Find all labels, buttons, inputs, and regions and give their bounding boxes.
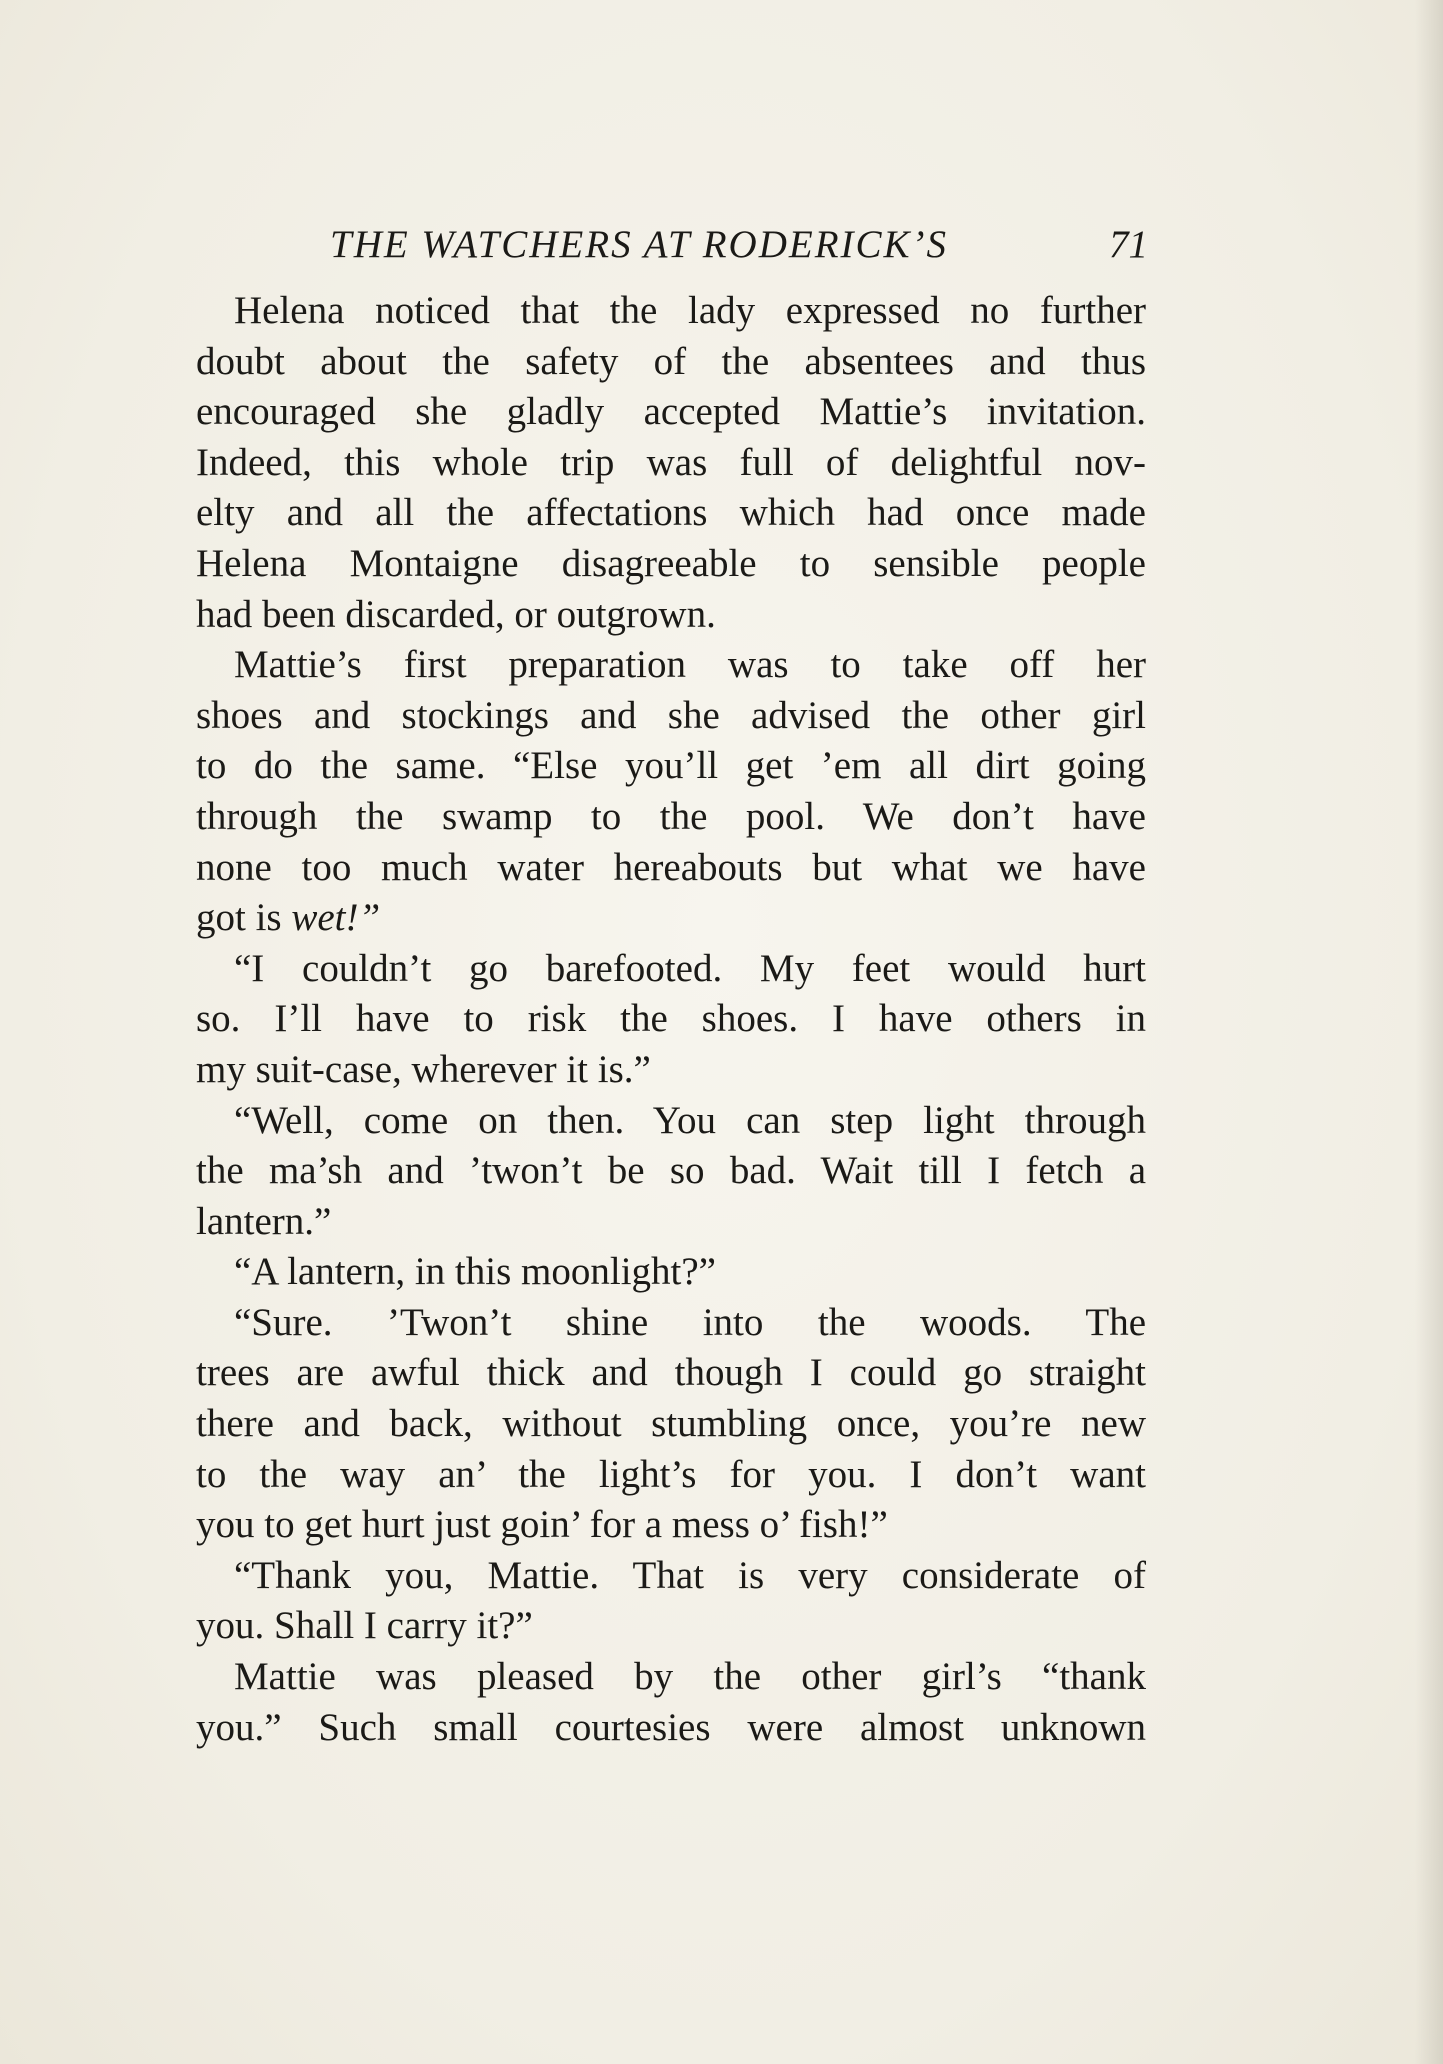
text-line: Helena Montaigne disagreeable to sensible people — [196, 541, 1146, 585]
text-line: to the way an’ the light’s for you. I don’t want — [196, 1452, 1146, 1496]
page-number: 71 — [1109, 223, 1148, 266]
text-line: so. I’ll have to risk the shoes. I have others in — [196, 997, 1146, 1041]
text-line: you.” Such small courtesies were almost unknown — [196, 1705, 1146, 1749]
text-line: Mattie was pleased by the other girl’s “thank — [234, 1655, 1146, 1699]
running-head — [200, 222, 1148, 282]
text-line: “I couldn’t go barefooted. My feet would hurt — [234, 946, 1146, 990]
text-line: “Thank you, Mattie. That is very considerate of — [234, 1553, 1146, 1597]
italic-emphasis: wet!” — [291, 896, 381, 940]
running-title: THE WATCHERS AT RODERICK’S — [330, 223, 949, 266]
text-line-start: got is — [196, 896, 292, 940]
text-line: through the swamp to the pool. We don’t have — [196, 794, 1146, 838]
text-line: Mattie’s first preparation was to take off her — [234, 643, 1146, 687]
text-line: lantern.” — [196, 1199, 332, 1243]
body-text — [196, 286, 1146, 1753]
text-line: Helena noticed that the lady expressed no further — [234, 289, 1146, 332]
text-line: none too much water hereabouts but what we have — [196, 845, 1146, 889]
text-line: the ma’sh and ’twon’t be so bad. Wait till I fetch a — [196, 1149, 1146, 1193]
text-line: you. Shall I carry it?” — [196, 1604, 533, 1648]
page-edge-shadow — [1415, 0, 1443, 2064]
text-line: Indeed, this whole trip was full of delightful nov- — [196, 440, 1146, 484]
text-line: shoes and stockings and she advised the other girl — [196, 693, 1146, 737]
text-line: trees are awful thick and though I could go straight — [196, 1351, 1146, 1395]
text-line: doubt about the safety of the absentees and thus — [196, 339, 1146, 383]
text-line: had been discarded, or outgrown. — [196, 592, 716, 636]
text-line: elty and all the affectations which had once made — [196, 491, 1146, 535]
text-line: “Sure. ’Twon’t shine into the woods. The — [234, 1300, 1146, 1344]
text-line — [196, 893, 1146, 944]
text-line: there and back, without stumbling once, you’re new — [196, 1402, 1146, 1446]
text-line: to do the same. “Else you’ll get ’em all dirt going — [196, 744, 1146, 788]
text-line: my suit-case, wherever it is.” — [196, 1047, 651, 1091]
text-line: you to get hurt just goin’ for a mess o’ fish!” — [196, 1503, 888, 1547]
text-line: “Well, come on then. You can step light through — [234, 1098, 1146, 1142]
text-line: “A lantern, in this moonlight?” — [234, 1250, 716, 1294]
text-line: encouraged she gladly accepted Mattie’s invitation. — [196, 390, 1146, 434]
